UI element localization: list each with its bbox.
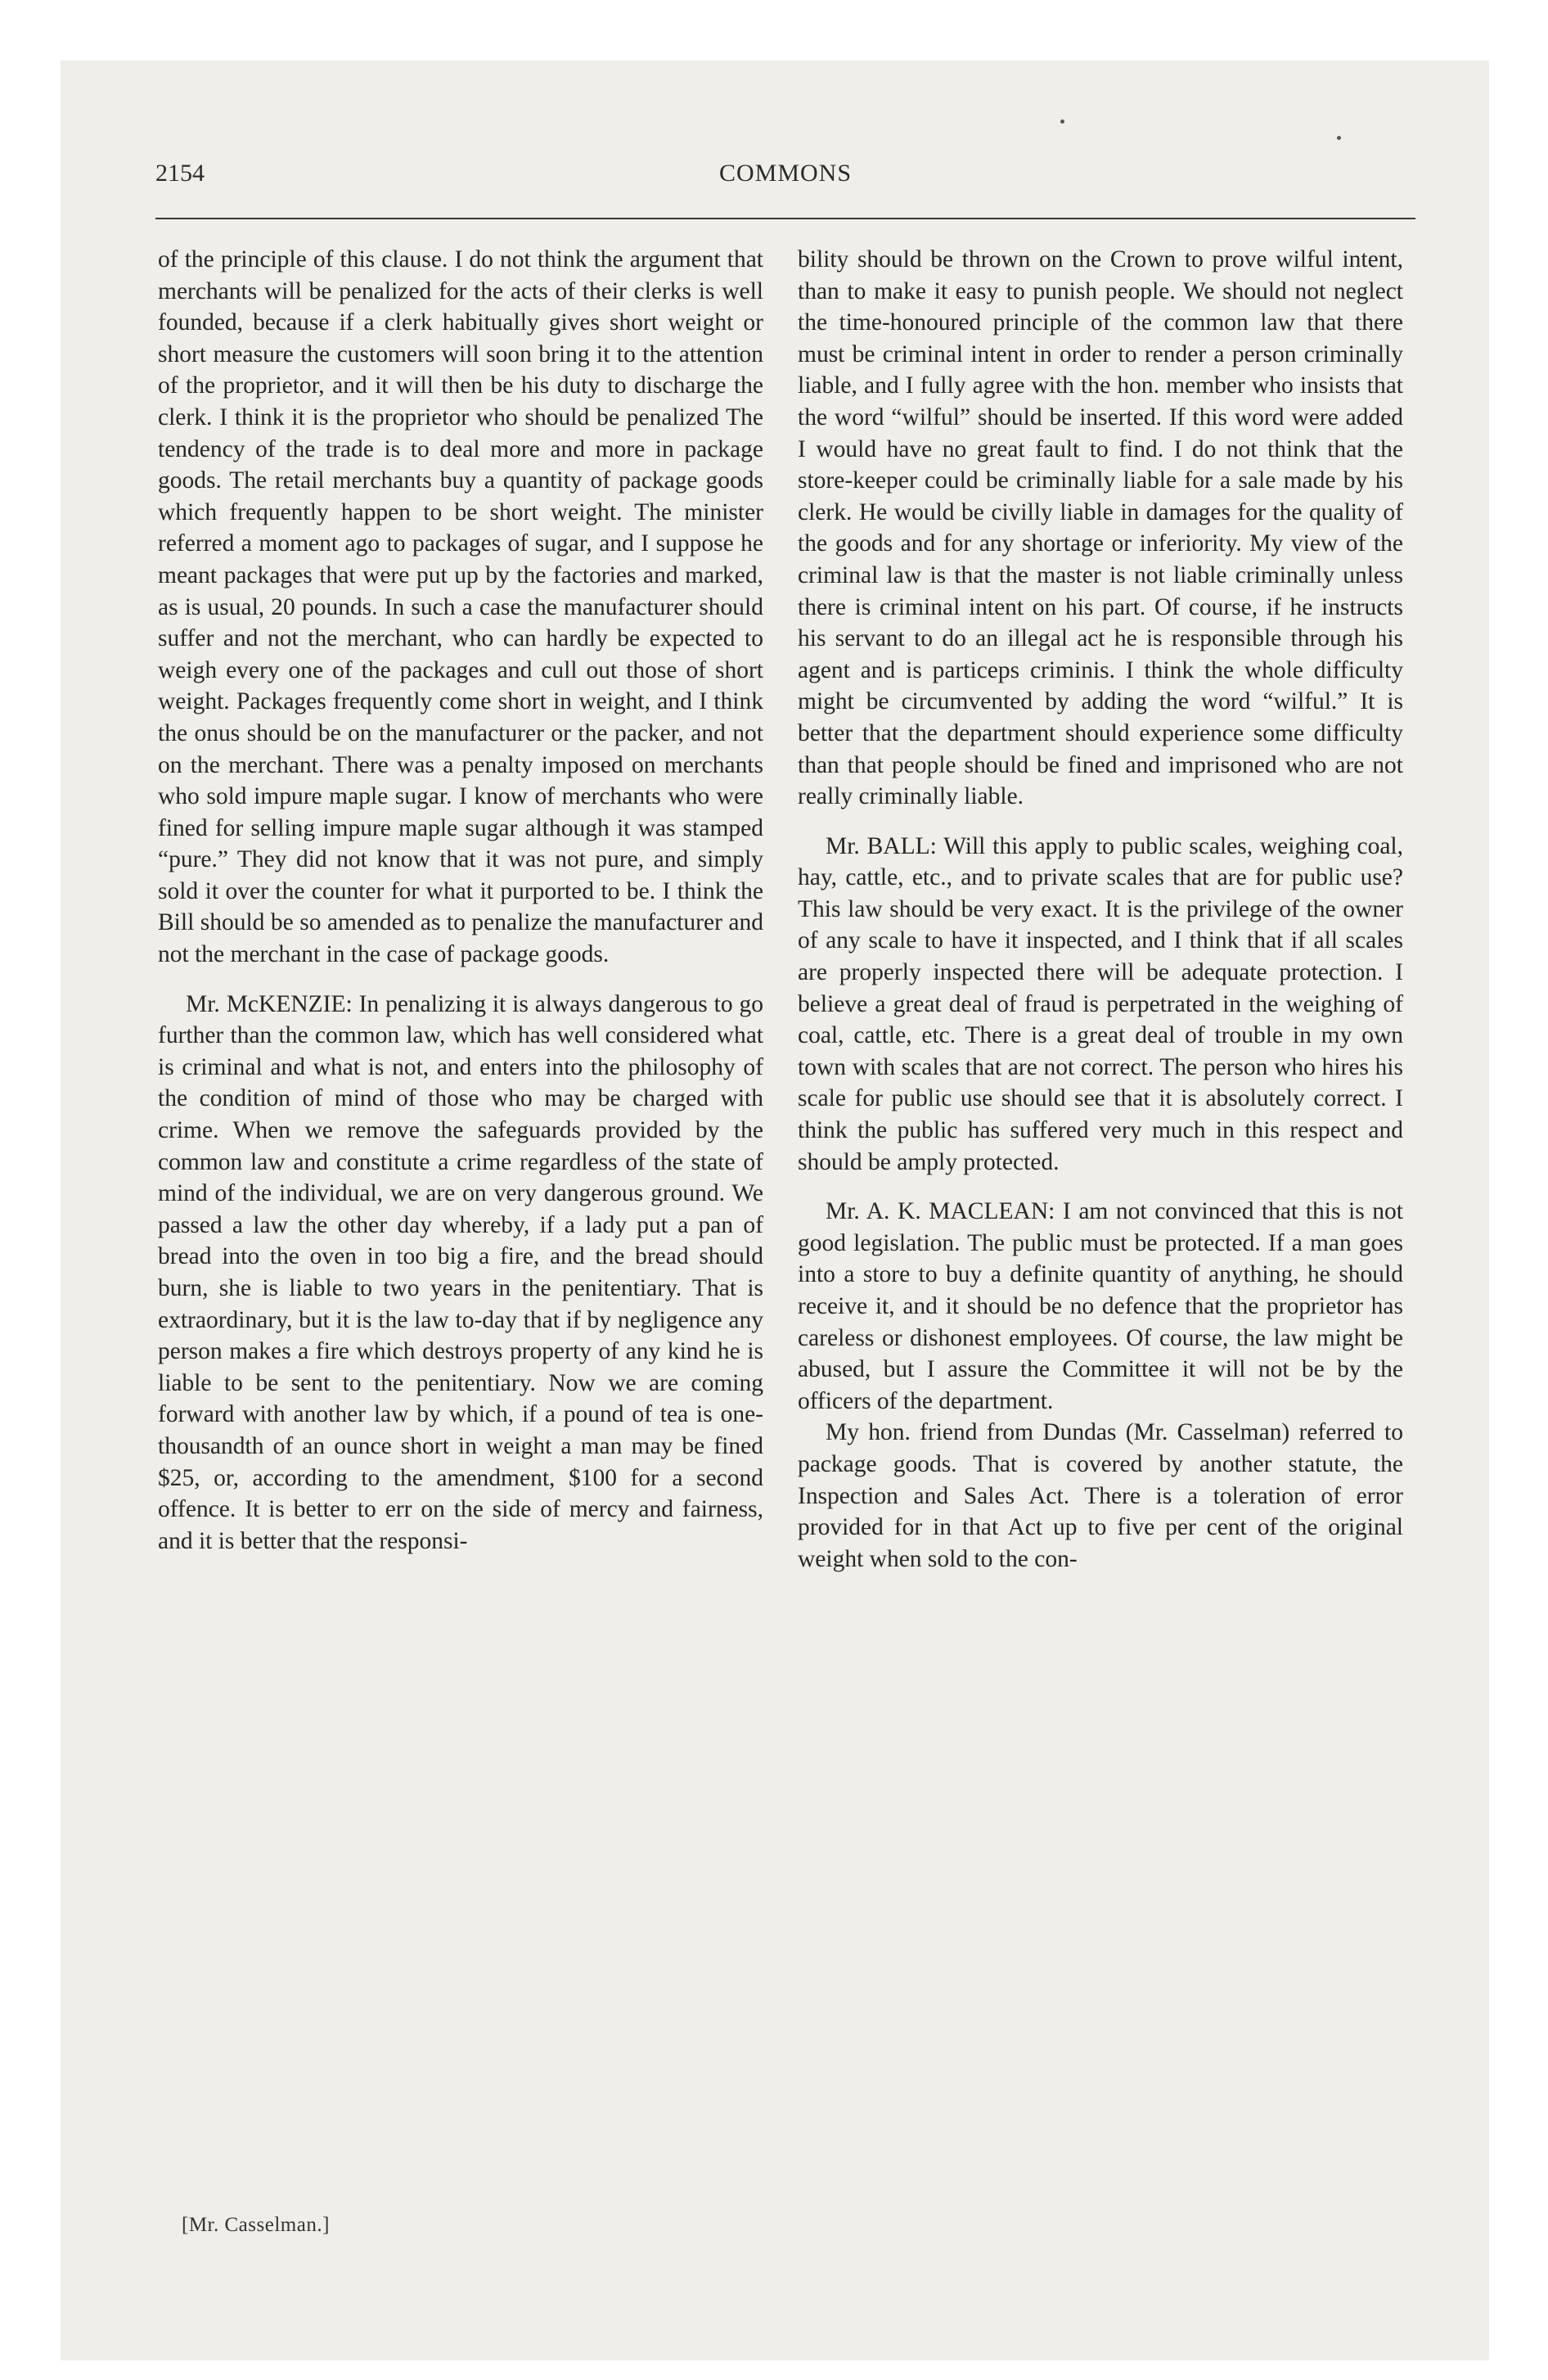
running-head: COMMONS — [718, 160, 853, 187]
scan-speck — [1337, 136, 1341, 140]
paragraph: My hon. friend from Dundas (Mr. Casselman) referred to package goods. That is covered by another statute, the Inspection and Sales Act. There is a toleration of error provided for in that Act up to five per cent of the original weight when sold to the con- — [798, 1419, 1403, 1572]
paragraph: Mr. A. K. MACLEAN: I am not convinced that this is not good legislation. The public must be protected. If a man goes into a store to buy a definite quantity of anything, he should receive it, and it should be no defence that the proprietor has careless or dishonest employees. Of course, the law might be abused, but I assure the Committee it will not be by the officers of the department. — [798, 1198, 1403, 1414]
header-rule — [155, 218, 1415, 219]
paragraph: Mr. BALL: Will this apply to public scales, weighing coal, hay, cattle, etc., and to private scales that are for public use? This law should be very exact. It is the privilege of the owner of any scale to have it inspected, and I think that if all scales are properly inspected there will be adequate protection. I believe a great deal of fraud is perpetrated in the weighing of coal, cattle, etc. There is a great deal of trouble in my own town with scales that are not correct. The person who hires his scale for public use should see that it is absolutely correct. I think the public has suffered very much in this respect and should be amply protected. — [798, 832, 1403, 1175]
paragraph: of the principle of this clause. I do not think the argument that merchants will be penalized for the acts of their clerks is well founded, because if a clerk habitually gives short weight or short measure the customers will soon bring it to the attention of the proprietor, and it will then be his duty to discharge the clerk. I think it is the proprietor who should be penalized The tendency of the trade is to deal more and more in package goods. The retail merchants buy a quantity of package goods which frequently happen to be short weight. The minister referred a moment ago to packages of sugar, and I suppose he meant packages that were put up by the factories and marked, as is usual, 20 pounds. In such a case the manufacturer should suffer and not the merchant, who can hardly be expected to weigh every one of the packages and cull out those of short weight. Packages frequently come short in weight, and I think the onus should be on the manufacturer or the packer, and not on the merchant. There was a penalty imposed on merchants who sold impure maple sugar. I know of merchants who were fined for selling impure maple sugar although it was stamped “pure.” They did not know that it was not pure, and simply sold it over the counter for what it purported to be. I think the Bill should be so amended as to penalize the manufacturer and not the merchant in the case of package goods. — [158, 246, 763, 968]
right-column — [798, 244, 1403, 1593]
page-number: 2154 — [155, 160, 205, 187]
scan-speck — [1060, 119, 1064, 124]
page-header — [155, 160, 1415, 201]
speaker-attribution: [Mr. Casselman.] — [182, 2214, 330, 2236]
paragraph: Mr. McKENZIE: In penalizing it is always dangerous to go further than the common law, which has well considered what is criminal and what is not, and enters into the philosophy of the condition of mind of those who may be charged with crime. When we remove the safeguards provided by the common law and constitute a crime regardless of the state of mind of the individual, we are on very dangerous ground. We passed a law the other day whereby, if a lady put a pan of bread into the oven in too big a fire, and the bread should burn, she is liable to two years in the penitentiary. That is extraordinary, but it is the law to-day that if by negligence any person makes a fire which destroys property of any kind he is liable to be sent to the penitentiary. Now we are coming forward with another law by which, if a pound of tea is one-thousandth of an ounce short in weight a man may be fined $25, or, according to the amendment, $100 for a second offence. It is better to err on the side of mercy and fairness, and it is better that the responsi- — [158, 990, 763, 1554]
left-column — [158, 244, 763, 1575]
paragraph: bility should be thrown on the Crown to prove wilful intent, than to make it easy to punish people. We should not neglect the time-honoured principle of the common law that there must be criminal intent in order to render a person criminally liable, and I fully agree with the hon. member who insists that the word “wilful” should be inserted. If this word were added I would have no great fault to find. I do not think that the store-keeper could be criminally liable for a sale made by his clerk. He would be civilly liable in damages for the quality of the goods and for any shortage or inferiority. My view of the criminal law is that the master is not liable criminally unless there is criminal intent on his part. Of course, if he instructs his servant to do an illegal act he is responsible through his agent and is particeps criminis. I think the whole difficulty might be circumvented by adding the word “wilful.” It is better that the department should experience some difficulty than that people should be fined and imprisoned who are not really criminally liable. — [798, 246, 1403, 810]
